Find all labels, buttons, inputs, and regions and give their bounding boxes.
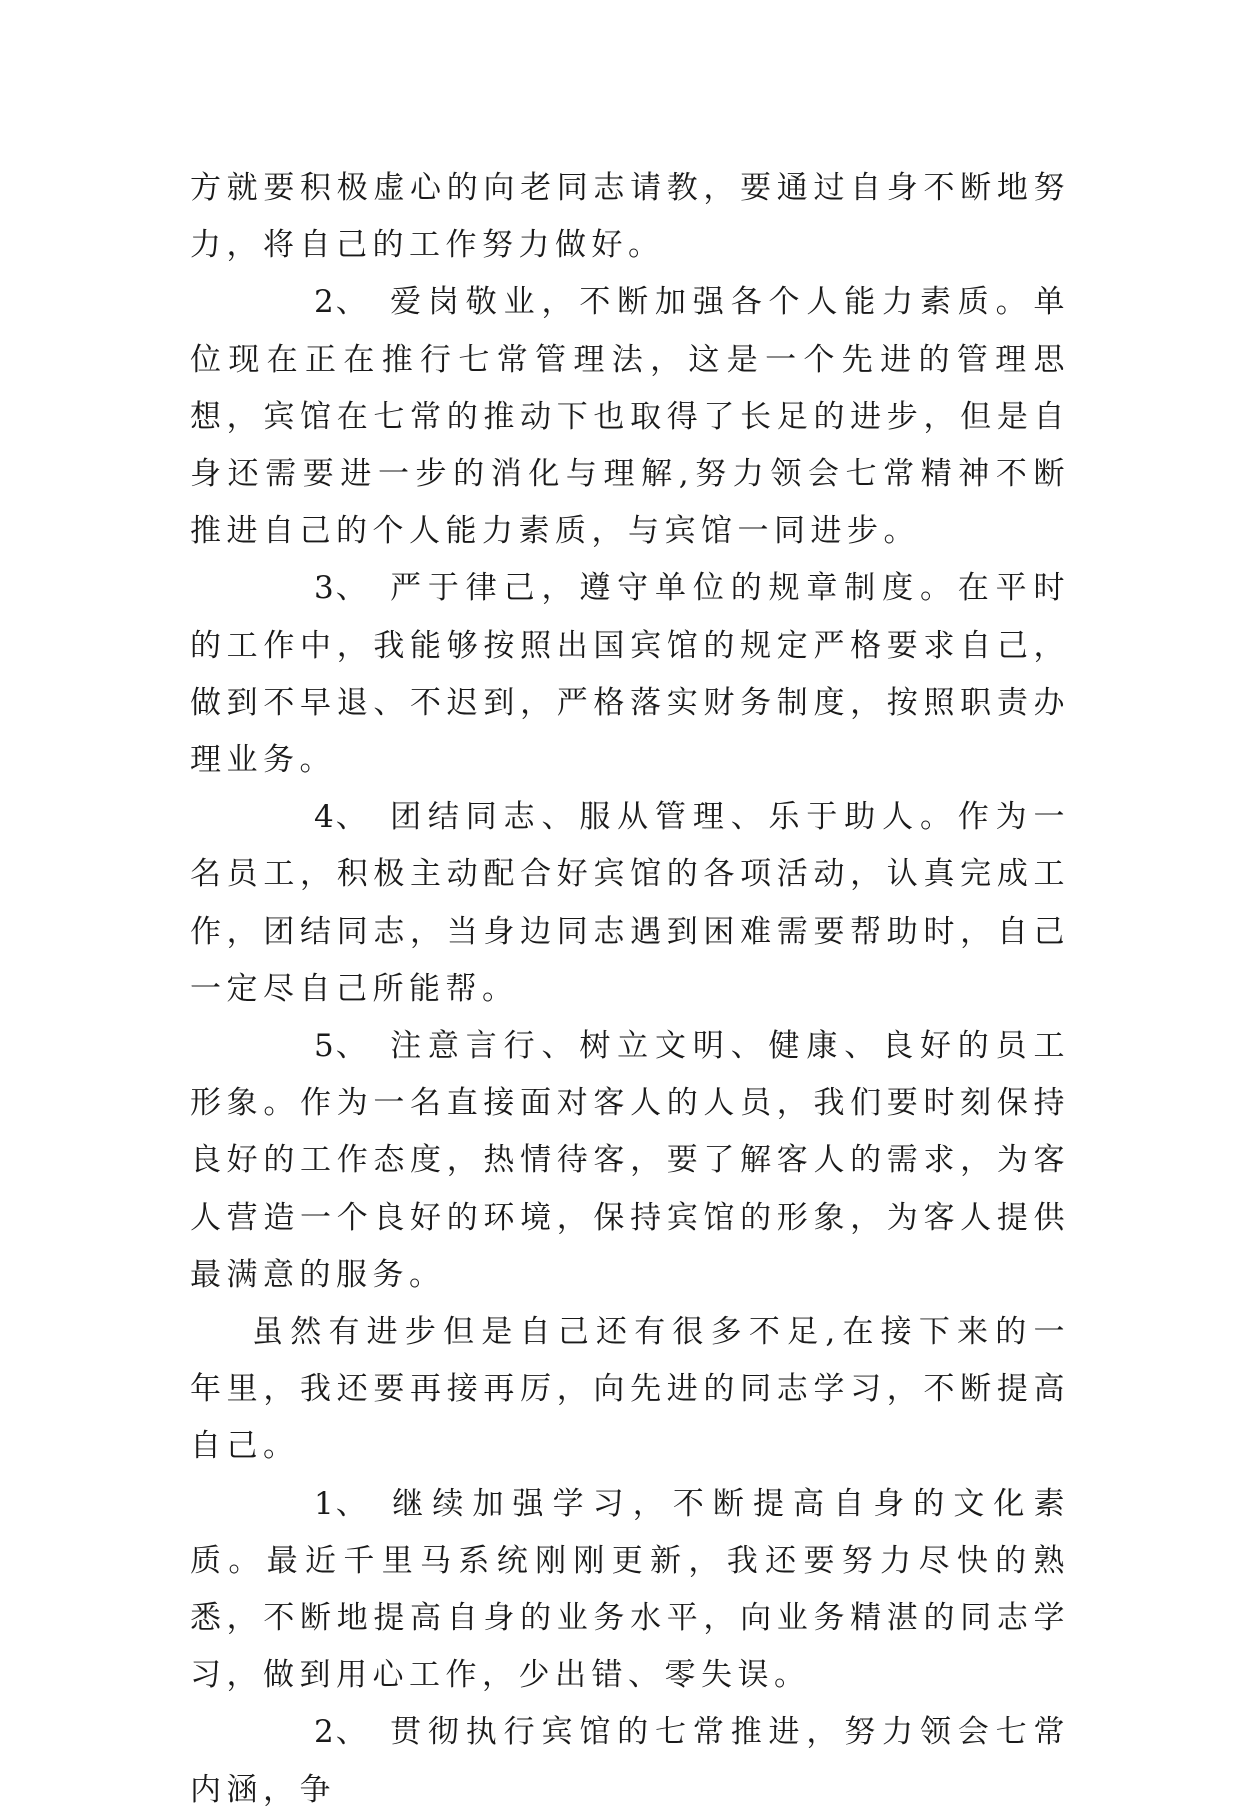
paragraph-plan-2 bbox=[190, 1704, 1070, 1818]
paragraph-summary bbox=[190, 1304, 1070, 1476]
paragraph-continuation bbox=[190, 160, 1070, 274]
item-number: 3、 bbox=[314, 570, 369, 607]
paragraph-item-2 bbox=[190, 274, 1070, 560]
paragraph-text: 贯彻执行宾馆的七常推进，努力领会七常内涵，争 bbox=[190, 1714, 1070, 1808]
paragraph-text: 方就要积极虚心的向老同志请教，要通过自身不断地努力，将自己的工作努力做好。 bbox=[190, 170, 1070, 264]
paragraph-text: 虽然有进步但是自己还有很多不足,在接下来的一年里，我还要再接再厉，向先进的同志学习，不断提高自己。 bbox=[190, 1314, 1070, 1465]
item-number: 2、 bbox=[314, 284, 369, 321]
paragraph-text: 继续加强学习，不断提高自身的文化素质。最近千里马系统刚刚更新，我还要努力尽快的熟悉，不断地提高自身的业务水平，向业务精湛的同志学习，做到用心工作，少出错、零失误。 bbox=[190, 1485, 1070, 1694]
item-number: 5、 bbox=[314, 1028, 369, 1065]
item-number: 4、 bbox=[314, 799, 369, 836]
paragraph-item-4 bbox=[190, 789, 1070, 1018]
paragraph-text: 严于律己，遵守单位的规章制度。在平时的工作中，我能够按照出国宾馆的规定严格要求自己，做到不早退、不迟到，严格落实财务制度，按照职责办理业务。 bbox=[190, 570, 1070, 779]
paragraph-item-5 bbox=[190, 1018, 1070, 1304]
paragraph-item-3 bbox=[190, 560, 1070, 789]
document-page bbox=[190, 160, 1070, 1819]
paragraph-text: 爱岗敬业，不断加强各个人能力素质。单位现在正在推行七常管理法，这是一个先进的管理思想，宾馆在七常的推动下也取得了长足的进步，但是自身还需要进一步的消化与理解,努力领会七常精神不断推进自己的个人能力素质，与宾馆一同进步。 bbox=[190, 284, 1070, 550]
paragraph-text: 团结同志、服从管理、乐于助人。作为一名员工，积极主动配合好宾馆的各项活动，认真完成工作，团结同志，当身边同志遇到困难需要帮助时，自己一定尽自己所能帮。 bbox=[190, 799, 1070, 1007]
paragraph-plan-1 bbox=[190, 1476, 1070, 1705]
paragraph-text: 注意言行、树立文明、健康、良好的员工形象。作为一名直接面对客人的人员，我们要时刻保持良好的工作态度，热情待客，要了解客人的需求，为客人营造一个良好的环境，保持宾馆的形象，为客人提供最满意的服务。 bbox=[190, 1028, 1070, 1293]
item-number: 2、 bbox=[314, 1714, 369, 1751]
item-number: 1、 bbox=[314, 1485, 369, 1522]
